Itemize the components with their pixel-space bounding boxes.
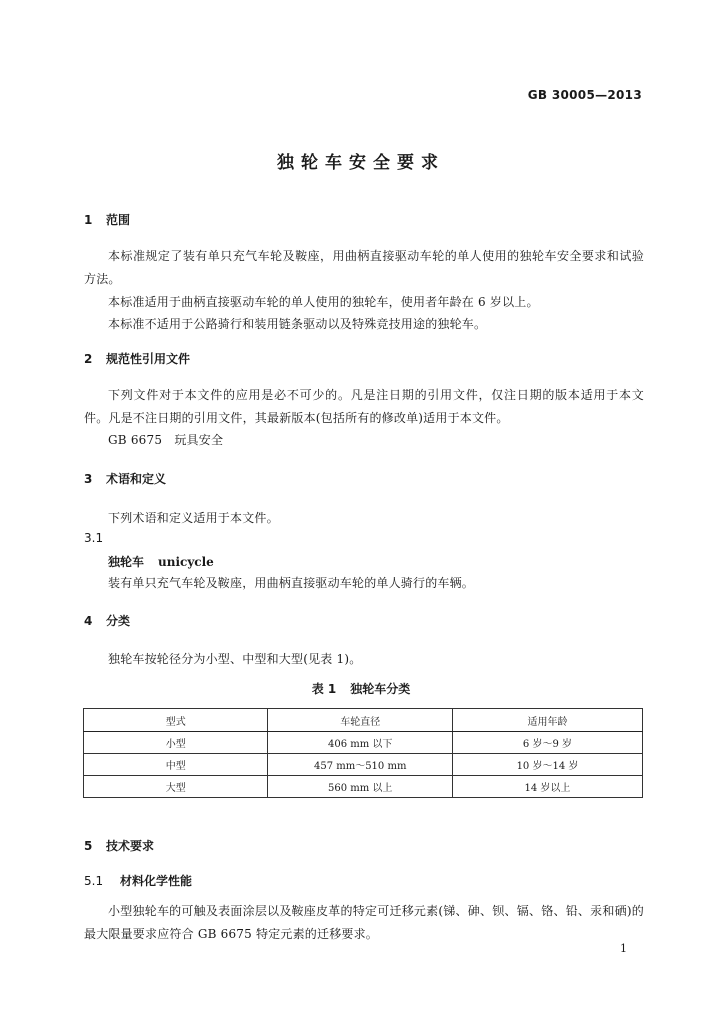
document-title: 独轮车安全要求 <box>277 153 445 173</box>
section-number: 3 <box>84 472 93 486</box>
table-caption <box>0 680 722 697</box>
scope-paragraph-1: 本标准规定了装有单只充气车轮及鞍座，用曲柄直接驱动车轮的单人使用的独轮车安全要求和试验方法。 <box>84 249 644 286</box>
term-chinese: 独轮车 <box>108 555 145 569</box>
header-cell-age: 适用年龄 <box>452 709 642 732</box>
table-cell: 6 岁～9 岁 <box>452 732 642 754</box>
table-cell: 457 mm～510 mm <box>268 754 452 776</box>
section-number: 5 <box>84 839 93 853</box>
table-header-row <box>84 709 643 732</box>
table-cell: 560 mm 以上 <box>268 776 452 798</box>
table-cell: 小型 <box>84 732 268 754</box>
table-row <box>84 732 643 754</box>
table-cell: 大型 <box>84 776 268 798</box>
term-definition: 装有单只充气车轮及鞍座，用曲柄直接驱动车轮的单人骑行的车辆。 <box>108 576 475 590</box>
section-title: 规范性引用文件 <box>106 352 191 366</box>
section-title: 分类 <box>106 614 131 628</box>
table-cell: 14 岁以上 <box>452 776 642 798</box>
table-cell: 406 mm 以下 <box>268 732 452 754</box>
scope-paragraph-2: 本标准适用于曲柄直接驱动车轮的单人使用的独轮车，使用者年龄在 6 岁以上。 <box>108 295 539 309</box>
page-number: 1 <box>620 942 627 955</box>
section-title: 技术要求 <box>106 839 155 853</box>
subsection-title: 材料化学性能 <box>120 874 193 888</box>
table-label: 表 1 <box>311 682 337 696</box>
table-row <box>84 776 643 798</box>
terms-intro: 下列术语和定义适用于本文件。 <box>108 511 279 525</box>
section-title: 术语和定义 <box>106 472 167 486</box>
term-english: unicycle <box>158 555 214 569</box>
section-number: 4 <box>84 614 93 628</box>
section-3-heading <box>84 470 166 487</box>
refs-gb6675: GB 6675 玩具安全 <box>108 433 224 447</box>
table-title: 独轮车分类 <box>350 682 411 696</box>
standard-number: GB 30005—2013 <box>527 88 642 102</box>
table-cell: 10 岁～14 岁 <box>452 754 642 776</box>
section-2-heading <box>84 350 190 367</box>
table-cell: 中型 <box>84 754 268 776</box>
section-number: 2 <box>84 352 93 366</box>
refs-paragraph: 下列文件对于本文件的应用是必不可少的。凡是注日期的引用文件，仅注日期的版本适用于本文件。凡是不注日期的引用文件，其最新版本(包括所有的修改单)适用于本文件。 <box>84 388 644 425</box>
materials-paragraph: 小型独轮车的可触及表面涂层以及鞍座皮革的特定可迁移元素(锑、砷、钡、镉、铬、铅、汞和硒)的最大限量要求应符合 GB 6675 特定元素的迁移要求。 <box>84 904 644 941</box>
section-5-heading <box>84 837 154 854</box>
subsection-number: 5.1 <box>84 874 104 888</box>
scope-paragraph-3: 本标准不适用于公路骑行和装用链条驱动以及特殊竞技用途的独轮车。 <box>108 317 487 331</box>
classification-intro: 独轮车按轮径分为小型、中型和大型(见表 1)。 <box>108 652 362 666</box>
section-title: 范围 <box>106 213 131 227</box>
section-number: 1 <box>84 213 93 227</box>
header-cell-diameter: 车轮直径 <box>268 709 452 732</box>
table-row <box>84 754 643 776</box>
classification-table <box>83 708 643 798</box>
section-1-heading <box>84 211 130 228</box>
subsection-5-1-heading <box>84 872 192 889</box>
section-4-heading <box>84 612 130 629</box>
clause-number: 3.1 <box>84 531 104 545</box>
header-cell-type: 型式 <box>84 709 268 732</box>
term-entry <box>108 553 214 570</box>
